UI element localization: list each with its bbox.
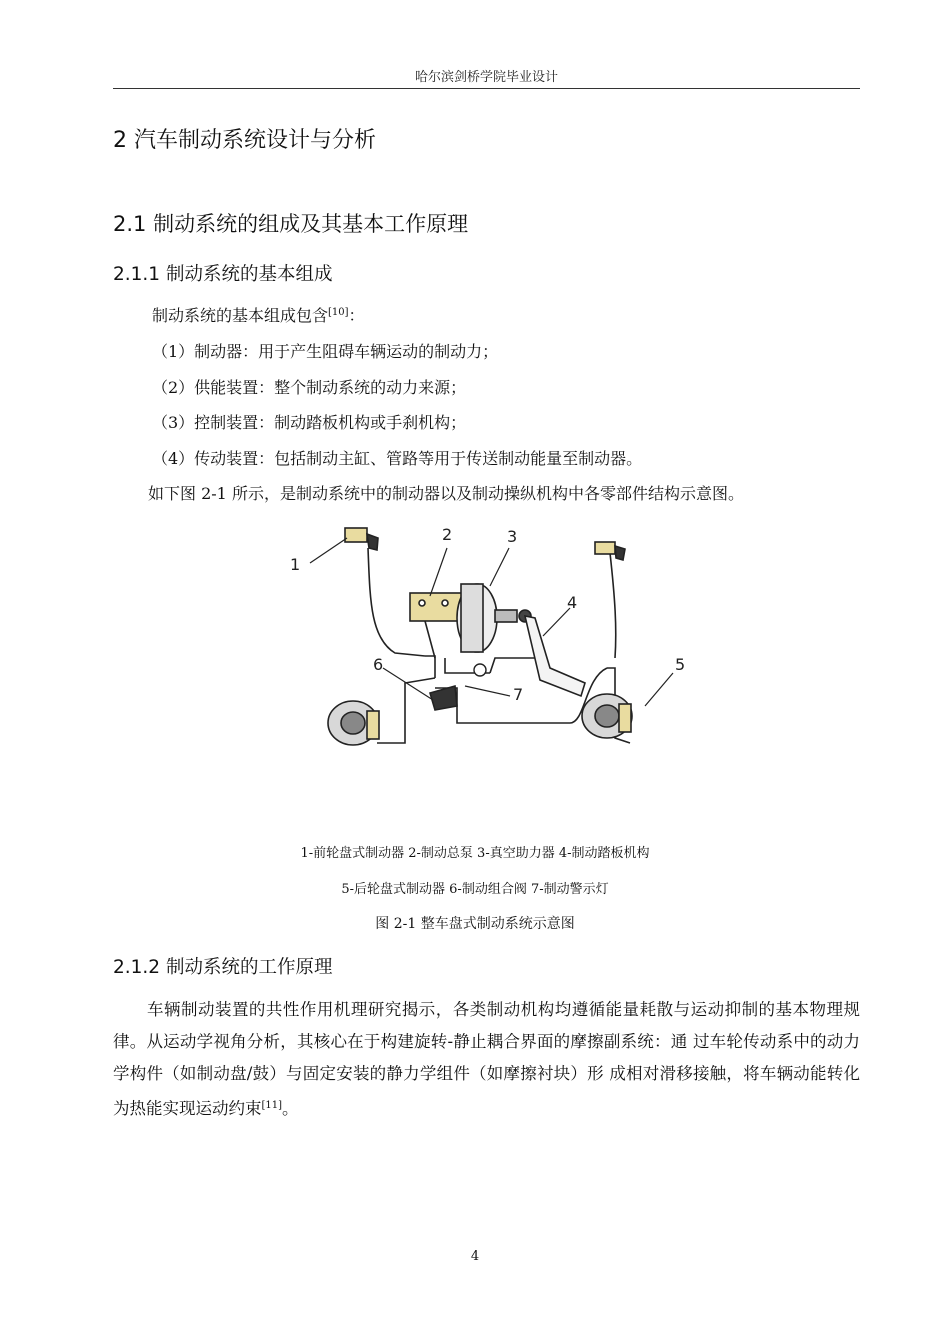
callout-label: 2: [442, 525, 453, 544]
figure-lead-text: 如下图 2-1 所示，是制动系统中的制动器以及制动操纵机构中各零部件结构示意图。: [148, 484, 744, 503]
brake-system-diagram: [285, 518, 725, 778]
figure-legend-line-2: 5-后轮盘式制动器 6-制动组合阀 7-制动警示灯: [341, 882, 609, 897]
intro-text: 制动系统的基本组成包含: [152, 306, 329, 325]
working-principle-paragraph: [113, 994, 860, 1125]
vacuum-booster: [457, 584, 531, 652]
page-number: 4: [470, 1249, 480, 1264]
subsection-title-2-1-2: 2.1.2 制动系统的工作原理: [113, 957, 333, 978]
combination-valve: [430, 686, 457, 710]
rear-disc-brake: [582, 694, 632, 738]
brake-line: [377, 678, 435, 743]
callout-label: 4: [567, 593, 578, 612]
list-item: （1）制动器：用于产生阻碍车辆运动的制动力；: [152, 342, 499, 361]
figure-caption: 图 2-1 整车盘式制动系统示意图: [375, 916, 575, 932]
intro-tail: ：: [348, 306, 365, 325]
brake-warning-lamp: [474, 664, 486, 676]
paragraph-text: 车辆制动装置的共性作用机理研究揭示，各类制动机构均遵循能量耗散与运动抑制的基本物理规律。从运动学视角分析，其核心在于构建旋转-静止耦合界面的摩擦副系统：通 过车轮传动系中的动力学构件（如制动盘/鼓）与固定安装的静力学组件（如摩擦衬块）形 成相对滑移接触，将车辆动能转化为热能实现运动约束: [113, 1000, 860, 1118]
callout-label: 5: [675, 655, 686, 674]
header-rule: [113, 88, 860, 89]
list-item: （2）供能装置：整个制动系统的动力来源；: [152, 378, 467, 397]
chapter-title: 2 汽车制动系统设计与分析: [113, 128, 376, 153]
callout-label: 6: [373, 655, 384, 674]
callout-label: 7: [513, 685, 524, 704]
citation-10: [10]: [328, 307, 349, 318]
citation-11: [11]: [261, 1100, 283, 1111]
page-header: 哈尔滨剑桥学院毕业设计: [414, 70, 558, 85]
brake-line: [425, 656, 435, 678]
intro-paragraph: [152, 303, 365, 326]
brake-pedal: [525, 616, 585, 696]
list-item: （3）控制装置：制动踏板机构或手刹机构；: [152, 413, 467, 432]
callout-label: 3: [507, 527, 518, 546]
callout-label: 1: [290, 555, 301, 574]
paragraph-tail: 。: [282, 1099, 299, 1118]
subsection-title-2-1-1: 2.1.1 制动系统的基本组成: [113, 264, 333, 285]
figure-legend-line-1: 1-前轮盘式制动器 2-制动总泵 3-真空助力器 4-制动踏板机构: [300, 846, 650, 861]
front-caliper-top: [345, 528, 378, 550]
front-disc-brake: [328, 701, 379, 745]
section-title: 2.1 制动系统的组成及其基本工作原理: [113, 212, 469, 236]
list-item: （4）传动装置：包括制动主缸、管路等用于传送制动能量至制动器。: [152, 449, 643, 468]
brake-line: [610, 553, 616, 658]
